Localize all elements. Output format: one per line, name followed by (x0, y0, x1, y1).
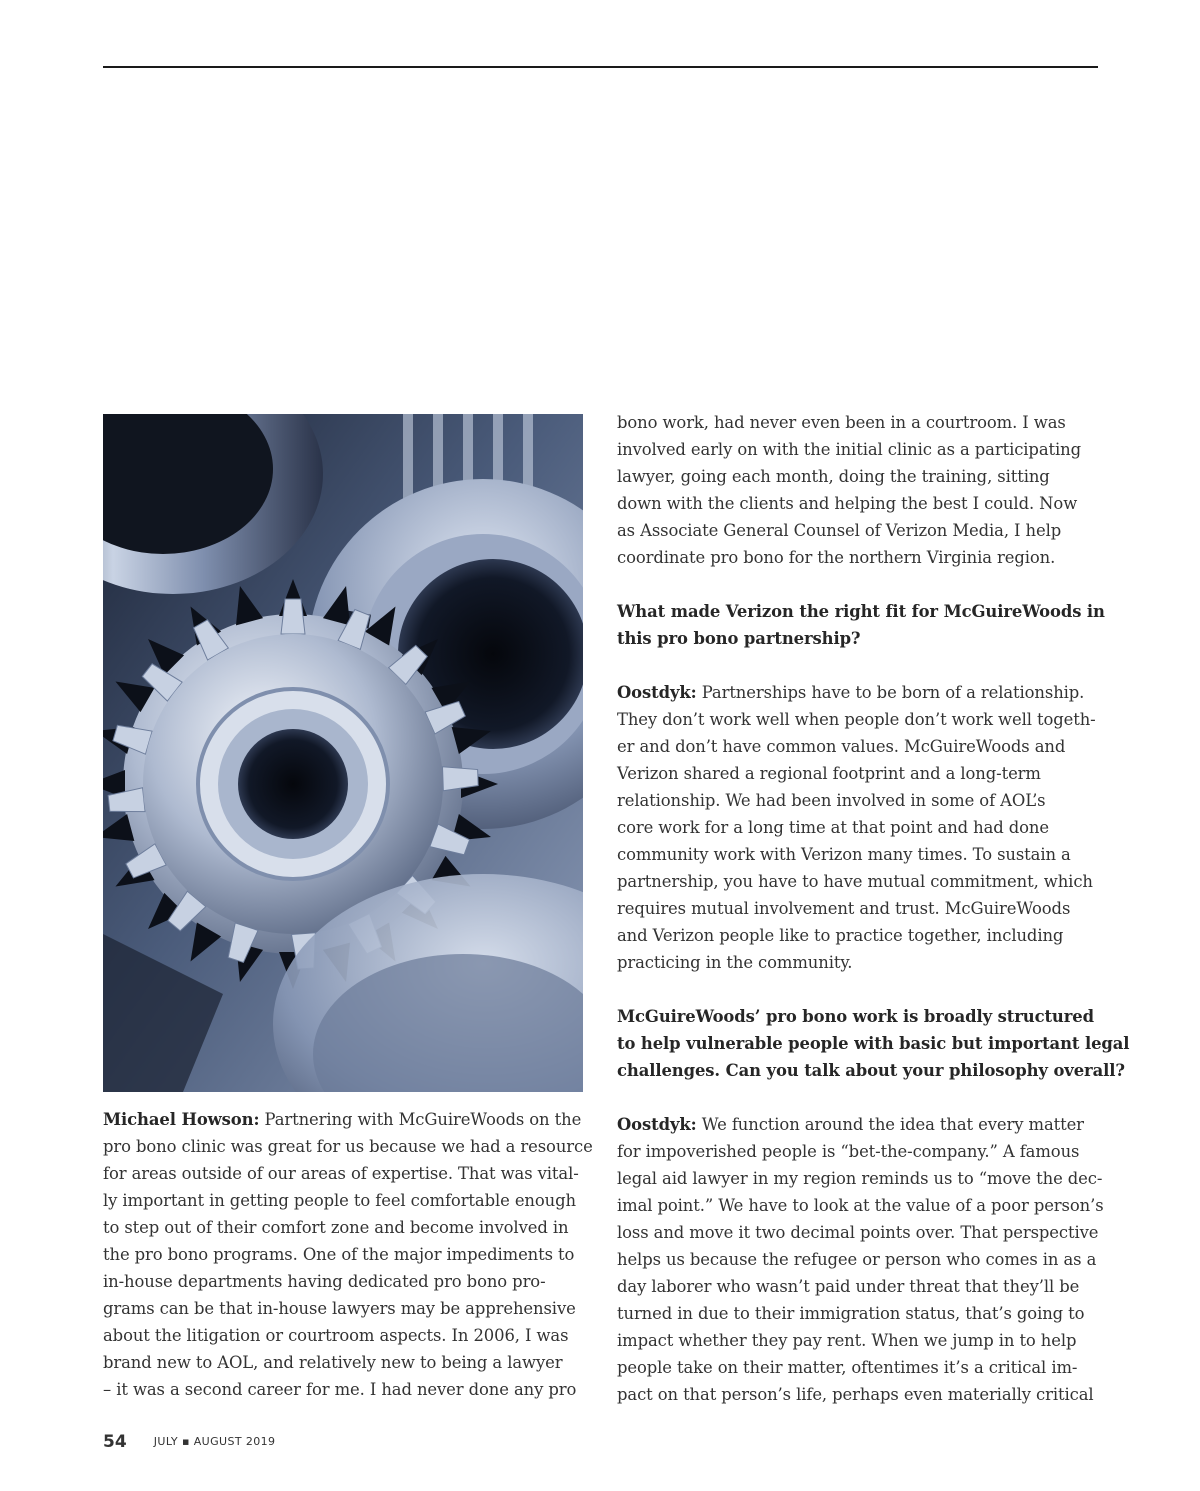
line-text: requires mutual involvement and trust. McGuireWoods (617, 899, 1071, 918)
left-column (103, 1106, 603, 1403)
body-line (617, 1354, 1117, 1381)
paragraph-gap (617, 652, 1117, 679)
question-line (617, 598, 1117, 625)
line-text: ly important in getting people to feel comfortable enough (103, 1191, 576, 1210)
line-text: partnership, you have to have mutual commitment, which (617, 872, 1093, 891)
body-line (617, 1273, 1117, 1300)
body-line (103, 1106, 603, 1133)
line-text: core work for a long time at that point and had done (617, 818, 1049, 837)
line-text: in-house departments having dedicated pro bono pro- (103, 1272, 546, 1291)
body-line (617, 1165, 1117, 1192)
body-line (103, 1187, 603, 1214)
speaker-name: Michael Howson: (103, 1110, 260, 1129)
body-line (103, 1376, 603, 1403)
line-text: involved early on with the initial clinic as a participating (617, 440, 1081, 459)
interview-question (617, 1003, 1130, 1084)
interview-question (617, 598, 1117, 652)
line-text: We function around the idea that every matter (696, 1115, 1084, 1134)
speaker-name: Oostdyk: (617, 683, 697, 702)
body-line (103, 1241, 603, 1268)
right-column (617, 409, 1130, 1408)
question-text: McGuireWoods’ pro bono work is broadly structured (617, 1007, 1094, 1026)
paragraph-gap (617, 976, 1117, 1003)
question-line (617, 1003, 1117, 1030)
line-text: – it was a second career for me. I had never done any pro (103, 1380, 577, 1399)
body-line (617, 490, 1117, 517)
question-text: challenges. Can you talk about your philosophy overall? (617, 1061, 1125, 1080)
body-line (617, 517, 1117, 544)
page-footer (103, 1432, 275, 1452)
line-text: about the litigation or courtroom aspects. In 2006, I was (103, 1326, 569, 1345)
interview-answer (617, 1111, 1117, 1408)
line-text: turned in due to their immigration status, that’s going to (617, 1304, 1085, 1323)
line-text: as Associate General Counsel of Verizon Media, I help (617, 521, 1062, 540)
line-text: Verizon shared a regional footprint and a long-term (617, 764, 1041, 783)
body-line (103, 1322, 603, 1349)
body-line (617, 1381, 1117, 1408)
body-line (617, 787, 1117, 814)
line-text: for areas outside of our areas of expertise. That was vital- (103, 1164, 579, 1183)
line-text: brand new to AOL, and relatively new to being a lawyer (103, 1353, 563, 1372)
body-line (617, 814, 1117, 841)
question-line (617, 1030, 1130, 1057)
line-text: imal point.” We have to look at the value of a poor person’s (617, 1196, 1104, 1215)
body-line (103, 1268, 603, 1295)
paragraph-gap (617, 571, 1117, 598)
body-line (617, 463, 1117, 490)
line-text: pact on that person’s life, perhaps even materially critical (617, 1385, 1094, 1404)
line-text: grams can be that in-house lawyers may be apprehensive (103, 1299, 576, 1318)
speaker-name: Oostdyk: (617, 1115, 697, 1134)
question-text: to help vulnerable people with basic but important legal (617, 1034, 1130, 1053)
line-text: to step out of their comfort zone and become involved in (103, 1218, 569, 1237)
body-line (617, 706, 1117, 733)
line-text: They don’t work well when people don’t work well togeth- (617, 710, 1096, 729)
line-text: and Verizon people like to practice together, including (617, 926, 1064, 945)
line-text: people take on their matter, oftentimes it’s a critical im- (617, 1358, 1078, 1377)
gears-photo (103, 414, 583, 1092)
body-line (617, 1192, 1117, 1219)
interview-answer (617, 679, 1117, 976)
line-text: Partnering with McGuireWoods on the (259, 1110, 582, 1129)
line-text: loss and move it two decimal points over. That perspective (617, 1223, 1099, 1242)
line-text: coordinate pro bono for the northern Virginia region. (617, 548, 1056, 567)
body-line (617, 760, 1117, 787)
line-text: helps us because the refugee or person who comes in as a (617, 1250, 1097, 1269)
body-line (617, 733, 1117, 760)
body-line (617, 409, 1117, 436)
body-line (617, 1327, 1117, 1354)
question-line (617, 625, 1117, 652)
body-line (617, 895, 1117, 922)
line-text: practicing in the community. (617, 953, 853, 972)
question-line (617, 1057, 1125, 1084)
page-number: 54 (103, 1432, 127, 1452)
question-text: What made Verizon the right fit for McGuireWoods in (617, 602, 1105, 621)
body-line (617, 1300, 1117, 1327)
interview-answer (617, 409, 1117, 571)
line-text: bono work, had never even been in a courtroom. I was (617, 413, 1066, 432)
line-text: er and don’t have common values. McGuireWoods and (617, 737, 1066, 756)
body-line (617, 868, 1117, 895)
body-line (103, 1133, 603, 1160)
line-text: legal aid lawyer in my region reminds us to “move the dec- (617, 1169, 1103, 1188)
line-text: down with the clients and helping the best I could. Now (617, 494, 1078, 513)
question-text: this pro bono partnership? (617, 629, 861, 648)
line-text: relationship. We had been involved in some of AOL’s (617, 791, 1046, 810)
line-text: community work with Verizon many times. To sustain a (617, 845, 1071, 864)
body-line (617, 922, 1117, 949)
line-text: pro bono clinic was great for us because we had a resource (103, 1137, 593, 1156)
body-line (103, 1295, 603, 1322)
body-line (617, 1111, 1117, 1138)
line-text: day laborer who wasn’t paid under threat that they’ll be (617, 1277, 1080, 1296)
body-line (617, 544, 1117, 571)
line-text: Partnerships have to be born of a relationship. (696, 683, 1085, 702)
body-line (617, 1138, 1117, 1165)
paragraph-gap (617, 1084, 1117, 1111)
body-line (103, 1349, 603, 1376)
line-text: the pro bono programs. One of the major impediments to (103, 1245, 575, 1264)
body-line (617, 949, 1117, 976)
line-text: lawyer, going each month, doing the training, sitting (617, 467, 1050, 486)
body-line (103, 1214, 603, 1241)
body-line (617, 679, 1117, 706)
top-rule (103, 66, 1098, 68)
body-line (617, 1219, 1117, 1246)
body-line (617, 841, 1117, 868)
body-line (617, 1246, 1117, 1273)
body-line (617, 436, 1117, 463)
gears-illustration (103, 414, 583, 1092)
line-text: impact whether they pay rent. When we jump in to help (617, 1331, 1077, 1350)
line-text: for impoverished people is “bet-the-company.” A famous (617, 1142, 1080, 1161)
issue-date: JULY ▪ AUGUST 2019 (153, 1435, 276, 1448)
body-line (103, 1160, 603, 1187)
